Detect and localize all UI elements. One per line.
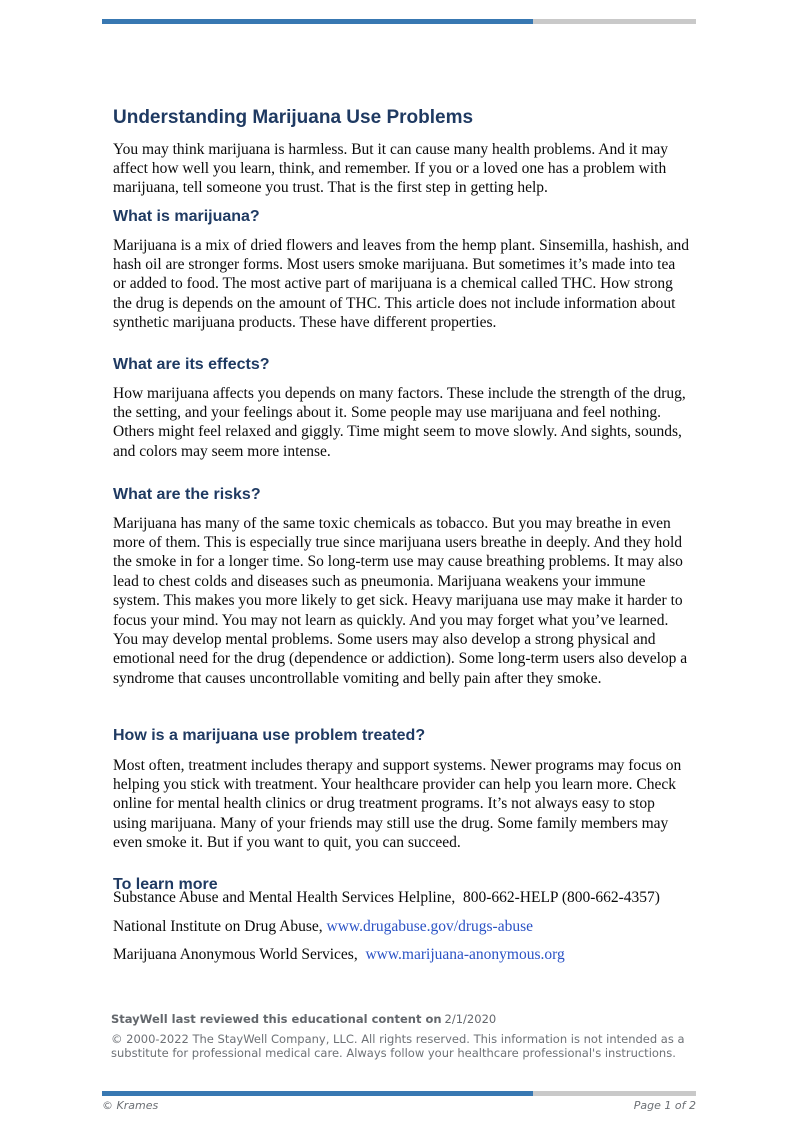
learn-more-item-marijuana-anonymous [113, 945, 696, 964]
section-heading-to-learn-more: To learn more [113, 876, 218, 894]
bottom-accent-bar-gray-segment [533, 1091, 696, 1096]
review-statement-label: StayWell last reviewed this educational content on [111, 1011, 442, 1026]
bottom-accent-bar-blue-segment [102, 1091, 533, 1096]
page-title: Understanding Marijuana Use Problems [113, 106, 474, 128]
learn-more-item-nida [113, 917, 696, 936]
section-heading-effects: What are its effects? [113, 356, 270, 374]
copyright-notice: © 2000-2022 The StayWell Company, LLC. All rights reserved. This information is not intended as a substitute for professional medical care. Always follow your healthcare professional's instructions. [111, 1031, 685, 1060]
brand-credit: © Krames [102, 1099, 159, 1112]
bottom-accent-bar [102, 1091, 696, 1096]
section-body-treatment: Most often, treatment includes therapy and support systems. Newer programs may focus on helping you stick with treatment. Your healthcare provider can help you learn more. Check online for mental health clinics or drug treatment programs. It’s not always easy to stop using marijuana. Many of your friends may still use the drug. Some family members may even smoke it. But if you want to quit, you can succeed. [113, 756, 682, 852]
page-footer-row [102, 1099, 696, 1112]
marijuana-anonymous-link[interactable]: www.marijuana-anonymous.org [365, 946, 565, 964]
section-body-effects: How marijuana affects you depends on many factors. These include the strength of the drug, the setting, and your feelings about it. Some people may use marijuana and feel nothing. Others might feel relaxed and giggly. Time might seem to move slowly. And sights, sounds, and colors may seem more intense. [113, 384, 686, 460]
review-date: 2/1/2020 [444, 1011, 497, 1026]
drugabuse-link[interactable]: www.drugabuse.gov/drugs-abuse [326, 917, 534, 935]
top-accent-bar-gray-segment [533, 19, 696, 24]
top-accent-bar-blue-segment [102, 19, 533, 24]
section-heading-treatment: How is a marijuana use problem treated? [113, 727, 426, 745]
section-heading-what-is-marijuana: What is marijuana? [113, 208, 260, 226]
learn-more-list [113, 888, 696, 974]
helpline-text: Substance Abuse and Mental Health Services Helpline, 800-662-HELP (800-662-4357) [113, 889, 660, 906]
learn-more-item-helpline [113, 888, 696, 907]
intro-paragraph: You may think marijuana is harmless. But it can cause many health problems. And it may affect how well you learn, think, and remember. If you or a loved one has a problem with marijuana, tell someone you trust. That is the first step in getting help. [113, 140, 669, 197]
section-heading-risks: What are the risks? [113, 486, 261, 504]
review-statement [111, 1012, 696, 1026]
page-number-indicator: Page 1 of 2 [633, 1099, 696, 1112]
section-body-what-is-marijuana: Marijuana is a mix of dried flowers and leaves from the hemp plant. Sinsemilla, hashish, and hash oil are stronger forms. Most users smoke marijuana. But sometimes it’s made into tea or added to food. The most active part of marijuana is a chemical called THC. How strong the drug is depends on the amount of THC. This article does not include information about synthetic marijuana products. These have different properties. [113, 236, 689, 332]
section-body-risks: Marijuana has many of the same toxic chemicals as tobacco. But you may breathe in even more of them. This is especially true since marijuana users breathe in deeply. And they hold the smoke in for a longer time. So long-term use may cause breathing problems. It may also lead to chest colds and diseases such as pneumonia. Marijuana weakens your immune system. This makes you more likely to get sick. Heavy marijuana use may make it harder to focus your mind. You may not learn as quickly. And you may forget what you’ve learned. You may develop mental problems. Some users may also develop a strong physical and emotional need for the drug (dependence or addiction). Some long-term users also develop a syndrome that causes uncontrollable vomiting and belly pain after they smoke. [113, 514, 688, 687]
marijuana-anonymous-label: Marijuana Anonymous World Services, [113, 946, 366, 964]
top-accent-bar [102, 19, 696, 24]
nida-label: National Institute on Drug Abuse, [113, 917, 327, 935]
